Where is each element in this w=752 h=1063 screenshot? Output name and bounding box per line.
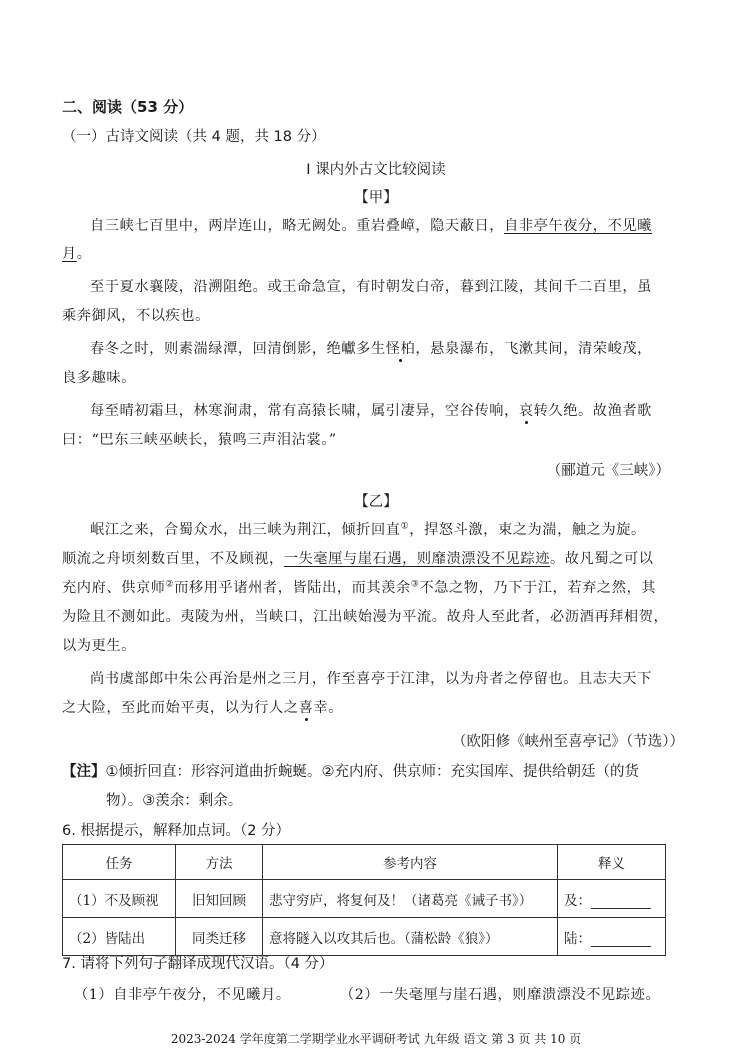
answer-label: 及：: [564, 892, 591, 909]
passage-a-p4-line1: [90, 400, 652, 420]
passage-a-p1-line2: [62, 243, 92, 263]
header-task: 任务: [63, 845, 176, 880]
reference-cell: 悲守穷庐，将复何及！（诸葛亮《诫子书》）: [263, 880, 558, 918]
passage-a-p1-line1: [90, 215, 652, 235]
table-row: [63, 880, 666, 918]
task-cell: [63, 918, 176, 956]
passage-b-line2: [62, 548, 654, 568]
text-run: 。: [76, 246, 92, 262]
method-cell: 同类迁移: [176, 918, 263, 956]
notes-line2: 物）。③羡余：剩余。: [106, 793, 243, 809]
method-cell: 旧知回顾: [176, 880, 263, 918]
passage-a-p2-line2: 乘奔御风，不以疾也。: [62, 308, 210, 324]
header-meaning: 释义: [558, 845, 666, 880]
text-run: 每至晴初霜旦，林寒涧肃，常有高猿长啸，属引凄异，空谷传响，: [90, 403, 519, 419]
q7-item2: （2）一失毫厘与崖石遇，则靡溃漂没不见踪迹。: [340, 987, 661, 1003]
dotted-char: 怪柏: [385, 341, 416, 357]
dotted-word: [386, 341, 416, 357]
passage-b-source: （欧阳修《峡州至喜亭记》（节选））: [452, 734, 684, 750]
page-footer: 2023-2024 学年度第二学期学业水平调研考试 九年级 语文 第 3 页 共 10 页: [170, 1032, 582, 1046]
underlined-sentence: 一失毫厘与崖石遇，则靡溃漂没不见踪迹: [283, 551, 551, 567]
passage-b-line1: [90, 519, 646, 539]
answer-label: 陆：: [564, 930, 591, 947]
text-run: 岷江之来，合蜀众水，出三峡为荆江，倾折回直: [90, 522, 401, 538]
notes-text: ①倾折回直：形容河道曲折蜿蜒。②充内府、供京师：充实国库、提供给朝廷（的货: [105, 764, 639, 780]
footnote-marker: ②: [165, 579, 175, 590]
passage-b-label: 【乙】: [354, 494, 398, 510]
passage-a-p3-line2: 良多趣味。: [62, 370, 136, 386]
header-reference: 参考内容: [263, 845, 558, 880]
dotted-char: 喜: [298, 700, 314, 716]
text-run: 。故凡蜀之可以: [550, 551, 654, 567]
passage-a-p2-line1: 至于夏水襄陵，沿溯阻绝。或王命急宣，有时朝发白帝，暮到江陵，其间千二百里，虽: [90, 279, 652, 295]
text-run: 幸。: [313, 700, 343, 716]
task-text: （2）皆陆出: [69, 930, 146, 947]
text-run: 之大险，至此而始平夷，以为行人之: [62, 700, 299, 716]
answer-blank[interactable]: [591, 932, 651, 947]
text-run: ，悬泉瀑布，飞漱其间，清荣峻茂，: [415, 341, 652, 357]
task-text: （1）不及顾视: [69, 892, 159, 909]
passage-b-line3: [62, 577, 656, 597]
footnote-marker: ①: [400, 521, 410, 532]
passage-a-p3-line1: [90, 338, 652, 358]
text-run: 顺流之舟顷刻数百里，不及顾视，: [62, 551, 284, 567]
footnote-marker: ③: [410, 579, 420, 590]
passage-b-line7: [62, 697, 343, 717]
text-run: 而移用乎诸州者，皆陆出，而其羡余: [174, 580, 411, 596]
passage-a-p4-line2: 曰：“巴东三峡巫峡长，猿鸣三声泪沾裳。”: [62, 432, 337, 448]
text-run: 春冬之时，则素湍绿潭，回清倒影，绝巘多生: [90, 341, 386, 357]
part-title: Ⅰ 课内外古文比较阅读: [306, 162, 446, 178]
passage-a-label: 【甲】: [354, 190, 398, 206]
passage-a-source: （郦道元《三峡》）: [546, 463, 670, 479]
answer-cell[interactable]: [558, 918, 666, 956]
table-header-row: [63, 845, 666, 880]
passage-b-line6: 尚书虞部郎中朱公再治是州之三月，作至喜亭于江津，以为舟者之停留也。且志夫天下: [90, 671, 652, 687]
dotted-char: 哀: [518, 403, 534, 419]
answer-blank[interactable]: [591, 894, 651, 909]
notes-label: 【注】: [62, 764, 106, 780]
q7-item1: （1）自非亭午夜分，不见曦月。: [74, 987, 291, 1003]
task-cell: [63, 880, 176, 918]
passage-b-line4: 为险且不测如此。夷陵为州，当峡口，江出峡始漫为平流。故舟人至此者，必沥酒再拜相贺，: [62, 609, 669, 625]
section-title: 二、阅读（53 分）: [62, 98, 194, 116]
text-run: 自三峡七百里中，两岸连山，略无阙处。重岩叠嶂，隐天蔽日，: [90, 218, 505, 234]
text-run: ，捍怒斗激，束之为湍，触之为旋。: [409, 522, 646, 538]
q6-title: 6. 根据提示，解释加点词。（2 分）: [62, 823, 291, 839]
q6-table: [62, 844, 666, 956]
underlined-sentence: 自非亭午夜分，不见曦: [504, 218, 652, 234]
reference-cell: 意将隧入以攻其后也。（蒲松龄《狼》）: [263, 918, 558, 956]
text-run: 不急之物，乃下于江，若弃之然，其: [419, 580, 657, 596]
header-method: 方法: [176, 845, 263, 880]
underlined-sentence-end: 月: [62, 246, 77, 262]
subsection-title: （一）古诗文阅读（共 4 题，共 18 分）: [62, 129, 326, 145]
text-run: 充内府、供京师: [62, 580, 166, 596]
notes-line1: [62, 760, 639, 781]
text-run: 转久绝。故渔者歌: [533, 403, 652, 419]
passage-b-line5: 以为更生。: [62, 638, 136, 654]
q7-title: 7. 请将下列句子翻译成现代汉语。（4 分）: [62, 956, 334, 972]
table-row: [63, 918, 666, 956]
answer-cell[interactable]: [558, 880, 666, 918]
